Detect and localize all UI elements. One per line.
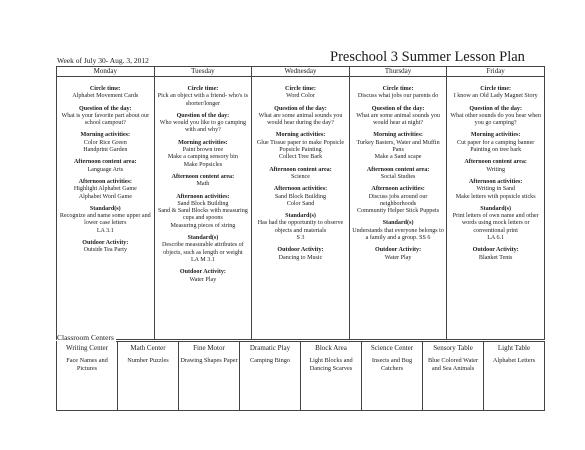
center-activity: Light Blocks and Dancing Scarves: [309, 357, 353, 372]
section-heading: Afternoon content area:: [269, 166, 332, 173]
center-activity: Insects and Bug Catchers: [371, 357, 413, 372]
section-heading: Morning activities:: [80, 132, 131, 139]
center-activity: Blue Colored Water and Sea Animals: [427, 357, 479, 372]
section-text: I know an Old Lady Magnet Story: [453, 93, 538, 100]
section-heading: Afternoon activities:: [273, 186, 328, 193]
section-text: What are some animal sounds you would hear during the day?: [258, 112, 343, 127]
center-activity: Number Puzzles: [127, 357, 169, 364]
section-text: Cut paper for a camping banner Painting on tree bark: [457, 139, 535, 154]
section-text: Water Play: [189, 276, 217, 283]
center-name: Dramatic Play: [249, 344, 291, 352]
center-name: Writing Center: [66, 344, 108, 352]
classroom-centers-label: Classroom Centers: [57, 333, 114, 342]
section-heading: Circle time:: [382, 86, 414, 92]
section-heading: Question of the day:: [469, 105, 522, 112]
section-heading: Outdoor Activity:: [82, 240, 129, 247]
section-text: Recognize and name some upper and lower case letters LA 3.1: [59, 213, 151, 234]
section-text: Has had the opportunity to observe objects and materials S 3: [257, 220, 344, 242]
center-cell: [423, 342, 484, 410]
section-text: Math: [196, 181, 210, 188]
section-heading: Afternoon activities:: [176, 193, 230, 200]
section-text: Describe measurable attributes of objects, such as length or weight LA M 3.1: [162, 242, 244, 263]
section-heading: Outdoor Activity:: [179, 269, 226, 276]
day-column-tuesday: [155, 67, 253, 339]
section-text: Writing: [486, 166, 506, 173]
section-text: Blanket Tents: [478, 254, 513, 261]
section-text: Turkey Basters, Water and Muffin Pans Make a Sand scape: [356, 139, 440, 161]
section-text: Language Arts: [87, 166, 124, 173]
section-heading: Outdoor Activity:: [375, 247, 422, 254]
center-cell: [57, 342, 118, 410]
section-text: Highlight Alphabet Game Alphabet Word Game: [73, 186, 137, 200]
section-heading: Morning activities:: [275, 132, 326, 139]
center-name: Block Area: [315, 344, 347, 352]
center-name: Science Center: [370, 344, 414, 352]
center-name: Fine Motor: [193, 344, 225, 352]
section-heading: Standard(s): [285, 213, 316, 220]
section-text: Water Play: [384, 254, 412, 261]
center-cell: [362, 342, 423, 410]
section-text: Discuss what jobs our parents do: [357, 93, 439, 100]
center-activity: Alphabet Letters: [492, 357, 536, 364]
section-text: Print letters of own name and other words using mock letters or conventional print LA 6.1: [452, 213, 539, 242]
section-heading: Standard(s): [382, 220, 414, 227]
section-heading: Afternoon activities:: [371, 186, 425, 193]
day-column-monday: [57, 67, 155, 339]
page-title: Preschool 3 Summer Lesson Plan: [330, 49, 525, 65]
day-heading: Monday: [57, 67, 154, 77]
section-text: Word Color: [286, 93, 315, 100]
day-heading: Wednesday: [252, 67, 349, 77]
section-text: Sand Block Building Sand & Sand Blocks with measuring cups and spoons Measuring pieces of string: [157, 200, 248, 229]
section-heading: Afternoon content area:: [171, 173, 235, 180]
center-activity: Face Names and Pictures: [66, 357, 108, 372]
center-cell: [240, 342, 301, 410]
section-heading: Circle time:: [187, 86, 219, 92]
center-name: Light Table: [497, 344, 531, 352]
section-text: What is your favorite part about our school campout?: [61, 112, 150, 127]
center-name: Sensory Table: [433, 344, 473, 352]
section-heading: Afternoon activities:: [469, 178, 523, 185]
section-text: Pick an object with a friend- who's is shorter/longer: [157, 93, 249, 107]
section-text: Paint brown tree Make a camping sensory bin Make Popsicles: [167, 147, 238, 168]
section-text: What are some animal sounds you would hear at night?: [356, 112, 440, 127]
section-heading: Question of the day:: [371, 105, 425, 112]
section-heading: Outdoor Activity:: [472, 247, 519, 254]
section-text: Outside Tea Party: [83, 247, 128, 254]
section-text: Dancing to Music: [278, 254, 323, 261]
day-heading: Friday: [447, 67, 544, 77]
section-heading: Afternoon content area:: [464, 159, 527, 166]
center-name: Math Center: [130, 344, 166, 352]
section-text: Science: [291, 173, 310, 180]
weekly-schedule-table: [56, 66, 545, 340]
day-column-thursday: [350, 67, 448, 339]
section-text: Glue Tissue paper to make Popsicle Popsicle Painting Collect Tree Bark: [256, 139, 345, 161]
section-heading: Standard(s): [187, 235, 219, 242]
section-heading: Standard(s): [480, 205, 512, 212]
day-column-friday: [447, 67, 544, 339]
section-heading: Outdoor Activity:: [277, 247, 324, 254]
section-text: Who would you like to go camping with and why?: [159, 120, 247, 134]
center-cell: [179, 342, 240, 410]
section-heading: Question of the day:: [274, 105, 327, 112]
section-text: Discuss jobs around our neighborhoods Community Helper Stick Puppets: [357, 193, 440, 215]
week-label: Week of July 30- Aug. 3, 2012: [57, 56, 149, 65]
center-activity: Drawing Shapes Paper: [180, 357, 238, 364]
section-text: Understands that everyone belongs to a family and a group. SS 6: [352, 227, 444, 242]
center-cell: [118, 342, 179, 410]
section-text: Sand Block Building Color Sand: [274, 193, 327, 207]
section-text: Writing in Sand Make letters with popsicle sticks: [455, 186, 536, 200]
section-heading: Morning activities:: [178, 139, 228, 146]
section-heading: Circle time:: [480, 86, 512, 92]
section-heading: Question of the day:: [176, 112, 230, 119]
day-column-wednesday: [252, 67, 350, 339]
center-activity: Camping Bingo: [249, 357, 291, 364]
classroom-centers-table: [56, 341, 545, 411]
section-text: What other sounds do you hear when you go camping?: [450, 112, 542, 127]
section-heading: Standard(s): [89, 205, 121, 212]
section-heading: Afternoon content area:: [366, 166, 430, 173]
center-cell: [484, 342, 544, 410]
section-text: Color Rice Green Handprint Garden: [83, 139, 128, 154]
section-heading: Question of the day:: [78, 105, 132, 112]
section-heading: Afternoon content area:: [74, 159, 137, 166]
section-text: Social Studies: [380, 173, 416, 180]
section-text: Alphabet Movement Cards: [72, 93, 139, 100]
day-heading: Thursday: [350, 67, 447, 77]
section-heading: Morning activities:: [470, 132, 521, 139]
section-heading: Afternoon activities:: [78, 178, 132, 185]
section-heading: Morning activities:: [373, 132, 423, 139]
day-heading: Tuesday: [155, 67, 252, 77]
section-heading: Circle time:: [89, 86, 121, 92]
center-cell: [301, 342, 362, 410]
section-heading: Circle time:: [285, 86, 316, 92]
